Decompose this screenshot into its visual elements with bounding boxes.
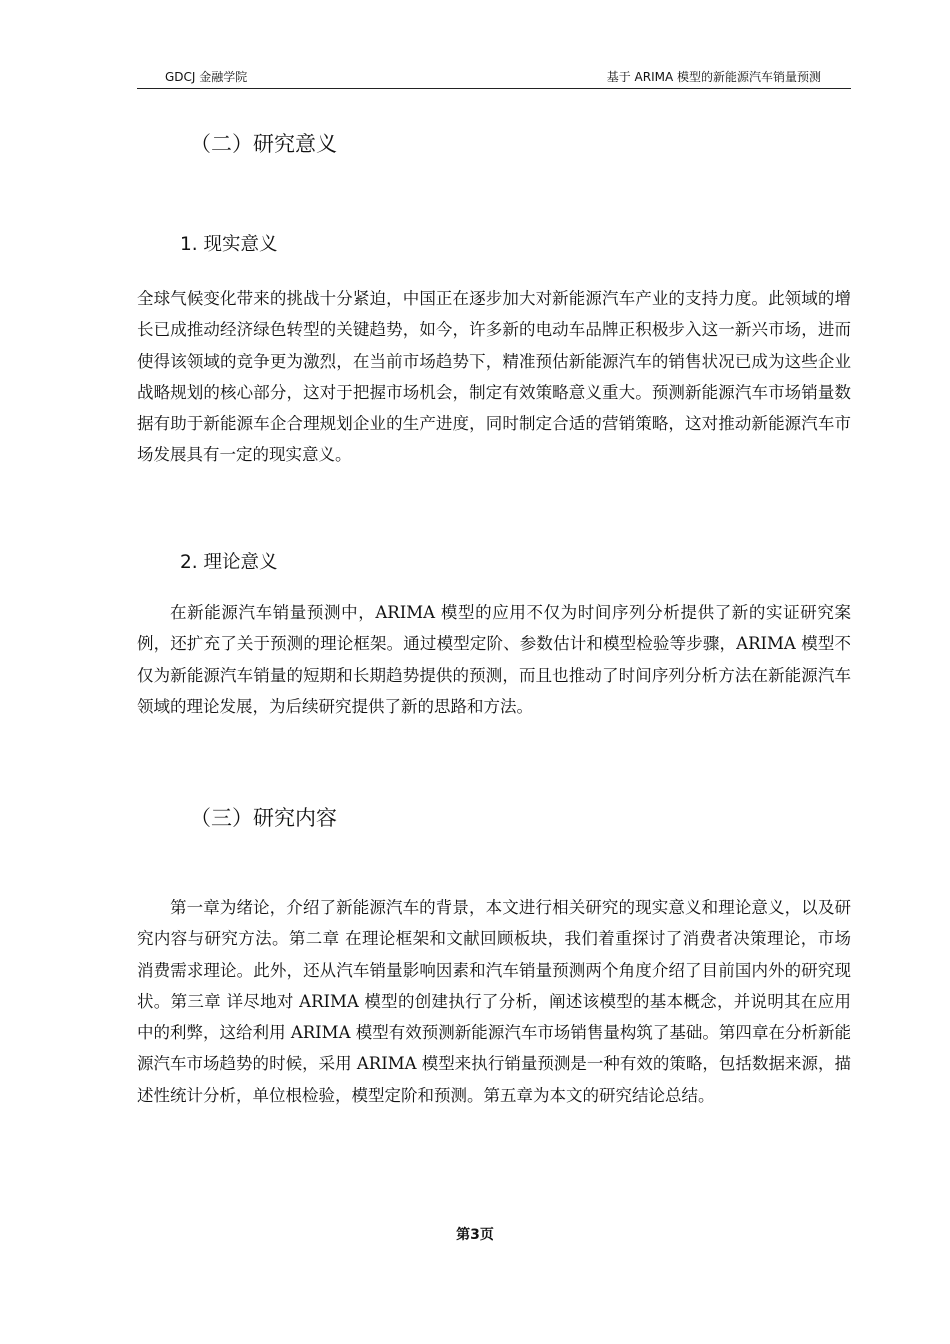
header-institution: GDCJ 金融学院 bbox=[165, 70, 248, 84]
subsection-title-practical: 1. 现实意义 bbox=[180, 234, 278, 255]
section-title-significance: （二）研究意义 bbox=[190, 132, 337, 156]
section-title-content: （三）研究内容 bbox=[190, 806, 337, 830]
header-paper-title: 基于 ARIMA 模型的新能源汽车销量预测 bbox=[606, 70, 821, 84]
subsection-title-theoretical: 2. 理论意义 bbox=[180, 552, 278, 573]
paragraph-theoretical: 在新能源汽车销量预测中，ARIMA 模型的应用不仅为时间序列分析提供了新的实证研究案例，还扩充了关于预测的理论框架。通过模型定阶、参数估计和模型检验等步骤，ARIMA 模型不仅为新能源汽车销量的短期和长期趋势提供的预测，而且也推动了时间序列分析方法在新能源汽车领域的理论发展，为后续研究提供了新的思路和方法。 bbox=[137, 603, 851, 716]
page-number: 第3页 bbox=[456, 1227, 494, 1243]
paragraph-content: 第一章为绪论，介绍了新能源汽车的背景，本文进行相关研究的现实意义和理论意义，以及研究内容与研究方法。第二章 在理论框架和文献回顾板块，我们着重探讨了消费者决策理论，市场消费需求理论。此外，还从汽车销量影响因素和汽车销量预测两个角度介绍了目前国内外的研究现状。第三章 详尽地对 ARIMA 模型的创建执行了分析，阐述该模型的基本概念，并说明其在应用中的利弊，这给利用 ARIMA 模型有效预测新能源汽车市场销售量构筑了基础。第四章在分析新能源汽车市场趋势的时候，采用 ARIMA 模型来执行销量预测是一种有效的策略，包括数据来源，描述性统计分析，单位根检验，模型定阶和预测。第五章为本文的研究结论总结。 bbox=[137, 898, 851, 1105]
paragraph-practical: 全球气候变化带来的挑战十分紧迫，中国正在逐步加大对新能源汽车产业的支持力度。此领域的增长已成推动经济绿色转型的关键趋势，如今，许多新的电动车品牌正积极步入这一新兴市场，进而使得该领域的竞争更为激烈，在当前市场趋势下，精准预估新能源汽车的销售状况已成为这些企业战略规划的核心部分，这对于把握市场机会，制定有效策略意义重大。预测新能源汽车市场销量数据有助于新能源车企合理规划企业的生产进度，同时制定合适的营销策略，这对推动新能源汽车市场发展具有一定的现实意义。 bbox=[137, 289, 851, 465]
page-header bbox=[137, 64, 851, 89]
